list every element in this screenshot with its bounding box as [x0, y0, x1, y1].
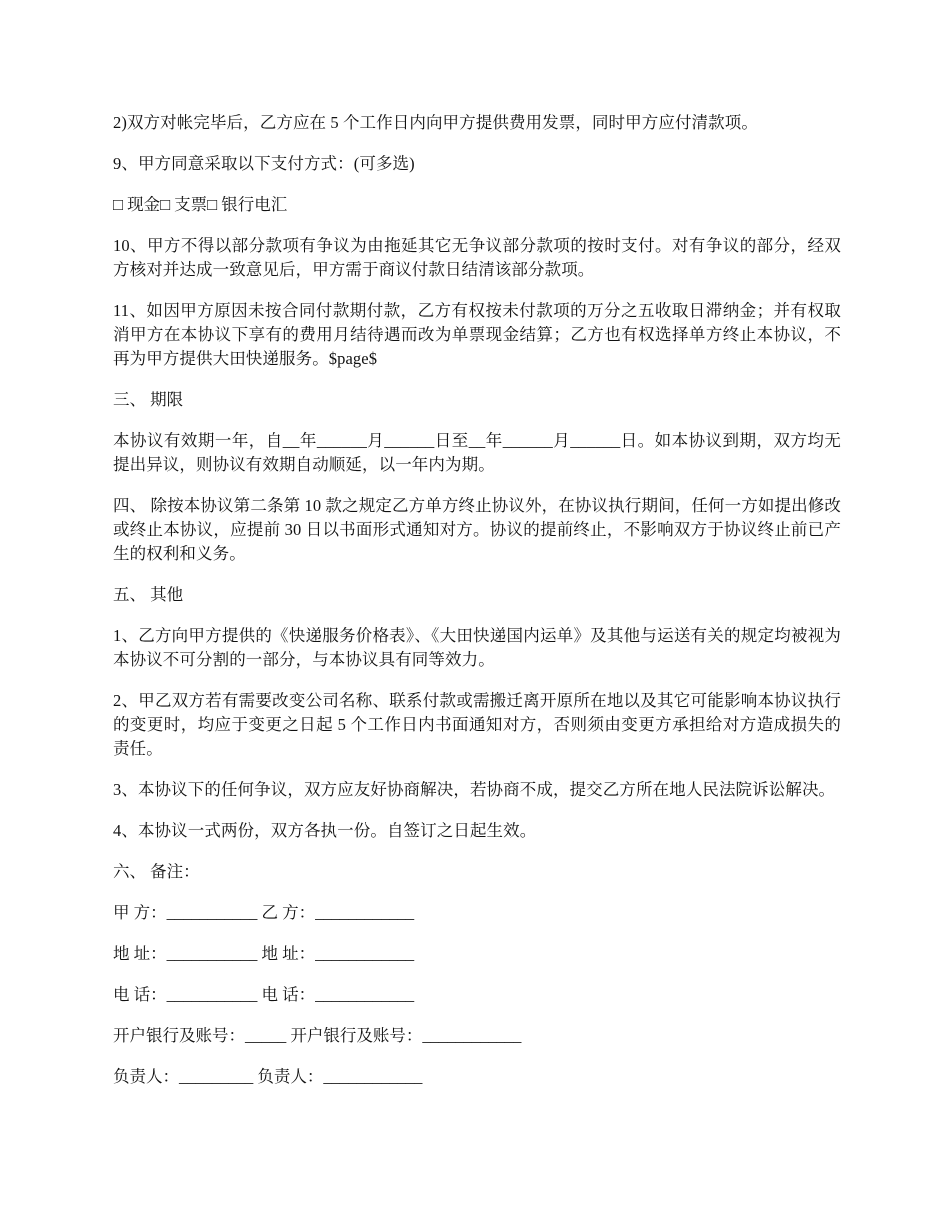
late-payment-clause: 11、如因甲方原因未按合同付款期付款，乙方有权按未付款项的万分之五收取日滞纳金；并有权取消甲方在本协议下享有的费用月结待遇而改为单票现金结算；乙方也有权选择单方终止本协议，不再为甲方提供大田快递服务。$page$ [113, 301, 841, 368]
payment-options: □ 现金□ 支票□ 银行电汇 [113, 195, 288, 214]
dispute-payment-clause: 10、甲方不得以部分款项有争议为由拖延其它无争议部分款项的按时支付。对有争议的部分，经双方核对并达成一致意见后，甲方需于商议付款日结清该部分款项。 [113, 236, 841, 279]
payment-method-clause: 9、甲方同意采取以下支付方式：(可多选) [113, 154, 415, 173]
section-5-heading: 五、 其他 [113, 585, 184, 604]
bank-account-field: 开户银行及账号：_____ 开户银行及账号：____________ [113, 1026, 522, 1045]
other-clause-3: 3、本协议下的任何争议，双方应友好协商解决，若协商不成，提交乙方所在地人民法院诉讼解决。 [113, 780, 836, 799]
invoice-clause: 2)双方对帐完毕后，乙方应在 5 个工作日内向甲方提供费用发票，同时甲方应付清款项。 [113, 113, 758, 132]
address-field: 地 址：___________ 地 址：____________ [113, 944, 415, 963]
responsible-person-field: 负责人：_________ 负责人：____________ [113, 1067, 423, 1086]
other-clause-1: 1、乙方向甲方提供的《快递服务价格表》、《大田快递国内运单》及其他与运送有关的规定均被视为本协议不可分割的一部分，与本协议具有同等效力。 [113, 626, 841, 669]
other-clause-2: 2、甲乙双方若有需要改变公司名称、联系付款或需搬迁离开原所在地以及其它可能影响本协议执行的变更时，均应于变更之日起 5 个工作日内书面通知对方，否则须由变更方承担给对方造成损失的责任。 [113, 691, 841, 758]
party-names-field: 甲 方：___________ 乙 方：____________ [113, 903, 415, 922]
section-3-heading: 三、 期限 [113, 390, 184, 409]
other-clause-4: 4、本协议一式两份，双方各执一份。自签订之日起生效。 [113, 821, 537, 840]
section-4-clause: 四、 除按本协议第二条第 10 款之规定乙方单方终止协议外，在协议执行期间，任何一方如提出修改或终止本协议，应提前 30 日以书面形式通知对方。协议的提前终止，不影响双方于协议终止前已产生的权利和义务。 [113, 496, 841, 563]
section-6-heading: 六、 备注： [113, 862, 200, 881]
document-page [113, 111, 841, 1106]
term-clause: 本协议有效期一年，自__年______月______日至__年______月______日。如本协议到期，双方均无提出异议，则协议有效期自动顺延，以一年内为期。 [113, 431, 841, 474]
phone-field: 电 话：___________ 电 话：____________ [113, 985, 415, 1004]
